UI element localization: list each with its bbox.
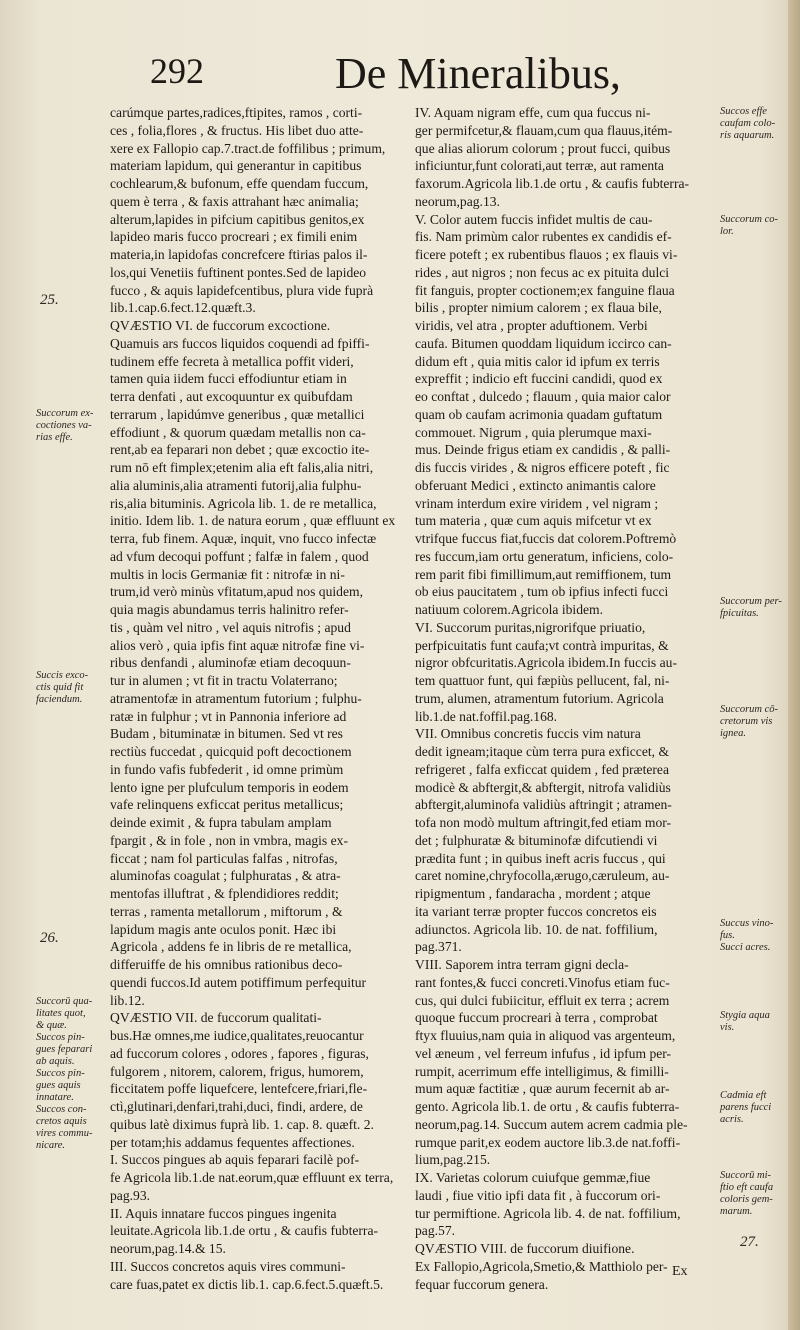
right-text-column [415, 104, 710, 1293]
margin-note-exsiccandi: Succis exco- ctis quid fit faciendum. [36, 670, 89, 705]
page-edge [788, 0, 800, 1330]
catchword: Ex [672, 1264, 688, 1279]
margin-note-perspicuitas: Succorum per- fpicuitas. [720, 596, 782, 619]
margin-note-qualitates: Succorū qua- litates quot, & quæ. Succos pin- gues feparari ab aquis. Succos pin- gues aquis innatare. Succos con- cretos aquis vires commu- nicare. [36, 996, 93, 1151]
left-text-column [110, 104, 405, 1293]
section-number-27: 27. [740, 1234, 759, 1250]
margin-note-color: Succorum co- lor. [720, 214, 779, 237]
left-column-text: carúmque partes,radices,ftipites, ramos , corti- ces , folia,flores , & fructus. His libet duo atte- xere ex Fallopio cap.7.tract.de foffilibus ; primum, materiam lapidum, qui generantur in capitibus cochlearum,& bufonum, effe quendam fuccum, quem è terra , & faxis attrahant hæc animalia; alterum,lapides in pifcium capitibus genitos,ex lapideo maris fucco procreari ; ex fimili enim materia,in lapidofas concrefcere ftirias palos il- los,qui Venetiis fuftinent pontes.Sed de lapideo fucco , & aquis lapidefcentibus, plura vide fuprà lib.1.cap.6.fect.12.quæft.3. QVÆSTIO VI. de fuccorum excoctione. Quamuis ars fuccos liquidos coquendi ad fpiffi- tudinem effe fecreta à metallica poffit videri, tamen quia iidem fucci effodiuntur etiam in terra denfati , aut excoquuntur ex quibufdam terrarum , lapidúmve generibus , quæ metallici effodiunt , & quorum quædam metallis non ca- rent,ab ea feparari non debet ; quæ excoctio ite- rum nō eft fimplex;etenim alia eft falis,alia nitri, alia aluminis,alia atramenti futorij,alia fulphu- ris,alia bituminis. Agricola lib. 1. de re metallica, initio. Idem lib. 1. de natura eorum , quæ effluunt ex terra, fub finem. Aquæ, inquit, vno fucco infectæ ad vfum decoqui poffunt ; falfæ in falem , quod multis in locis Germaniæ fit : nitrofæ in ni- trum,id verò minùs vfitatum,apud nos quidem, quia magis abundamus terris halinitro refer- tis , quàm vel nitro , vel aquis nitrofis ; apud alios verò , quia ipfis fint aquæ nitrofæ fine vi- ribus denfandi , aluminofæ etiam decoquun- tur in alumen ; vt fit in tractu Volaterrano; atramentofæ in atramentum futorium ; fulphu- ratæ in fulphur ; vt in Pannonia inferiore ad Budam , bituminatæ in bitumen. Sed vt res rectiùs fuccedat , quicquid poft decoctionem in fundo vafis fubfederit , id omne primùm lento igne per plufculum temporis in eodem vafe relinquens exficcat peritus metallicus; deinde eximit , & fupra tabulam amplam fpargit , & in fole , non in vmbra, magis ex- ficcat ; nam fol particulas falfas , nitrofas, aluminofas coagulat ; fulphuratas , & atra- mentofas illuftrat , & fplendidiores reddit; terras , ramenta metallorum , miftorum , & lapidum magis ante oculos ponit. Hæc ibi Agricola , addens fe in libris de re metallica, differuiffe de his omnibus rationibus deco- quendi fuccos.Id autem potiffimum perfequitur lib.12. QVÆSTIO VII. de fuccorum qualitati- bus.Hæ omnes,me iudice,qualitates,reuocantur ad fuccorum colores , odores , fapores , figuras, fulgorem , nitorem, calorem, frigus, humorem, ficcitatem poffe liquefcere, lentefcere,friari,fle- ctì,glutinari,denfari,trahi,duci, findi, ardere, de quibus latè diximus fuprà lib. 1. cap. 8. quæft. 2. per totam;his addamus fequentes affectiones. I. Succos pingues ab aquis feparari facilè pof- fe Agricola lib.1.de nat.eorum,quæ effluunt ex terra, pag.93. II. Aquis innatare fuccos pingues ingenita leuitate.Agricola lib.1.de ortu , & caufis fubterra- neorum,pag.14.& 15. III. Succos concretos aquis vires communi- care fuas,patet ex dictis lib.1. cap.6.fect.5.quæft.5. [110, 105, 396, 1292]
margin-note-aquarum: Succos effe caufam colo- ris aquarum. [720, 106, 776, 141]
section-number-25: 25. [40, 292, 59, 308]
margin-note-cadmia: Cadmia eft parens fucci acris. [720, 1090, 772, 1125]
margin-note-vinosus: Succus vino- fus. Succi acres. [720, 918, 774, 953]
running-title: De Mineralibus, [335, 49, 621, 98]
section-number-26: 26. [40, 930, 59, 946]
right-column-text: IV. Aquam nigram effe, cum qua fuccus ni- ger permifcetur,& flauam,cum qua flauus,itém- que alias aliorum colorum ; prout fucci, quibus inficiuntur,funt colorati,aut terræ, aut ramenta faxorum.Agricola lib.1.de ortu , & caufis fubterra- neorum,pag.13. V. Color autem fuccis infidet multis de cau- fis. Nam primùm calor rubentes ex candidis ef- ficere poteft ; ex rubentibus flauos ; ex flauis vi- rides , aut nigros ; non fecus ac ex pituita dulci fit fanguis, propter coctionem;ex fanguine flaua bilis , propter nimium calorem ; ex flaua bile, viridis, vel atra , propter aduftionem. Verbi caufa. Bitumen quoddam liquidum iccirco can- didum eft , quia mitis calor id ipfum ex terris expreffit ; indicio eft fuccini candidi, quod ex eo conftat , dulcedo ; flauum , quia maior calor quam ob caufam acrimonia quadam guftatum commouet. Nigrum , quia plerumque maxi- mus. Deinde frigus etiam ex candidis , & palli- dis fuccis virides , & nigros efficere poteft , fic obferuant Medici , extincto animantis calore vrinam interdum exire viridem , vel nigram ; tum materia , quæ cum aquis mifcetur vt ex vtrifque fuccus fiat,fuccis dat colorem.Poftremò res fuccum,iam ortu generatum, inficiens, colo- rem parit fibi fimillimum,aut remiffionem, tum ob eius paucitatem , tum ob ipfius infecti fucci natiuum colorem.Agricola ibidem. VI. Succorum puritas,nigrorifque priuatio, perfpicuitatis funt caufa;vt contrà impuritas, & nigror obfcuritatis.Agricola ibidem.In fuccis au- tem quattuor funt, qui fæpiùs pellucent, fal, ni- trum, alumen, atramentum futorium. Agricola lib.1.de nat.foffil.pag.168. VII. Omnibus concretis fuccis vim natura dedit igneam;itaque cùm terra pura exficcet, & refrigeret , falfa exficcat quidem , fed præterea modicè & abftergit,& abftergit, nitrofa validiùs abftergit,aluminofa validiùs aftringit ; atramen- tofa non modò multum aftringit,fed etiam mor- det ; fulphuratæ & bituminofæ difcutiendi vi prædita funt ; in quibus ineft acris fuccus , qui caret nomine,chryfocolla,ærugo,cæruleum, au- ripigmentum , fandaracha , mordent ; atque ita variant terræ propter fuccos concretos eis adiunctos. Agricola lib. 10. de nat. foffilium, pag.371. VIII. Saporem intra terram gigni decla- rant fontes,& fucci concreti.Vinofus etiam fuc- cus, qui dulci fubiicitur, effluit ex terra ; acrem quoque fuccum procreari à terra , comprobat ftyx fluuius,nam quia in aliquod vas argenteum, vel æneum , vel ferreum infufus , id ipfum per- rumpit, acerrimum effe intelligimus, & fimilli- mum aquæ factitiæ , quæ aurum fecernit ab ar- gento. Agricola lib.1. de ortu , & caufis fubterra- neorum,pag.14. Succum autem acrem cadmia ple- rumque parit,ex eodem auctore lib.3.de nat.foffi- lium,pag.215. IX. Varietas colorum cuiufque gemmæ,fiue laudi , fiue vitio ipfi data fit , à fuccorum ori- tur permiftione. Agricola lib. 4. de nat. foffilium, pag.57. QVÆSTIO VIII. de fuccorum diuifione. Ex Fallopio,Agricola,Smetio,& Matthiolo per- fequar fuccorum genera. [415, 105, 690, 1292]
page-header [140, 48, 660, 108]
margin-note-stygia: Stygia aqua vis. [720, 1010, 770, 1033]
margin-note-excoctiones: Succorum ex- coctiones va- rias effe. [36, 408, 94, 443]
margin-note-gemmarum: Succorū mi- ftio eft caufa coloris gem- marum. [720, 1170, 774, 1217]
margin-note-vis-ignea: Succorum cō- cretorum vis ignea. [720, 704, 779, 739]
page-number: 292 [150, 51, 204, 91]
